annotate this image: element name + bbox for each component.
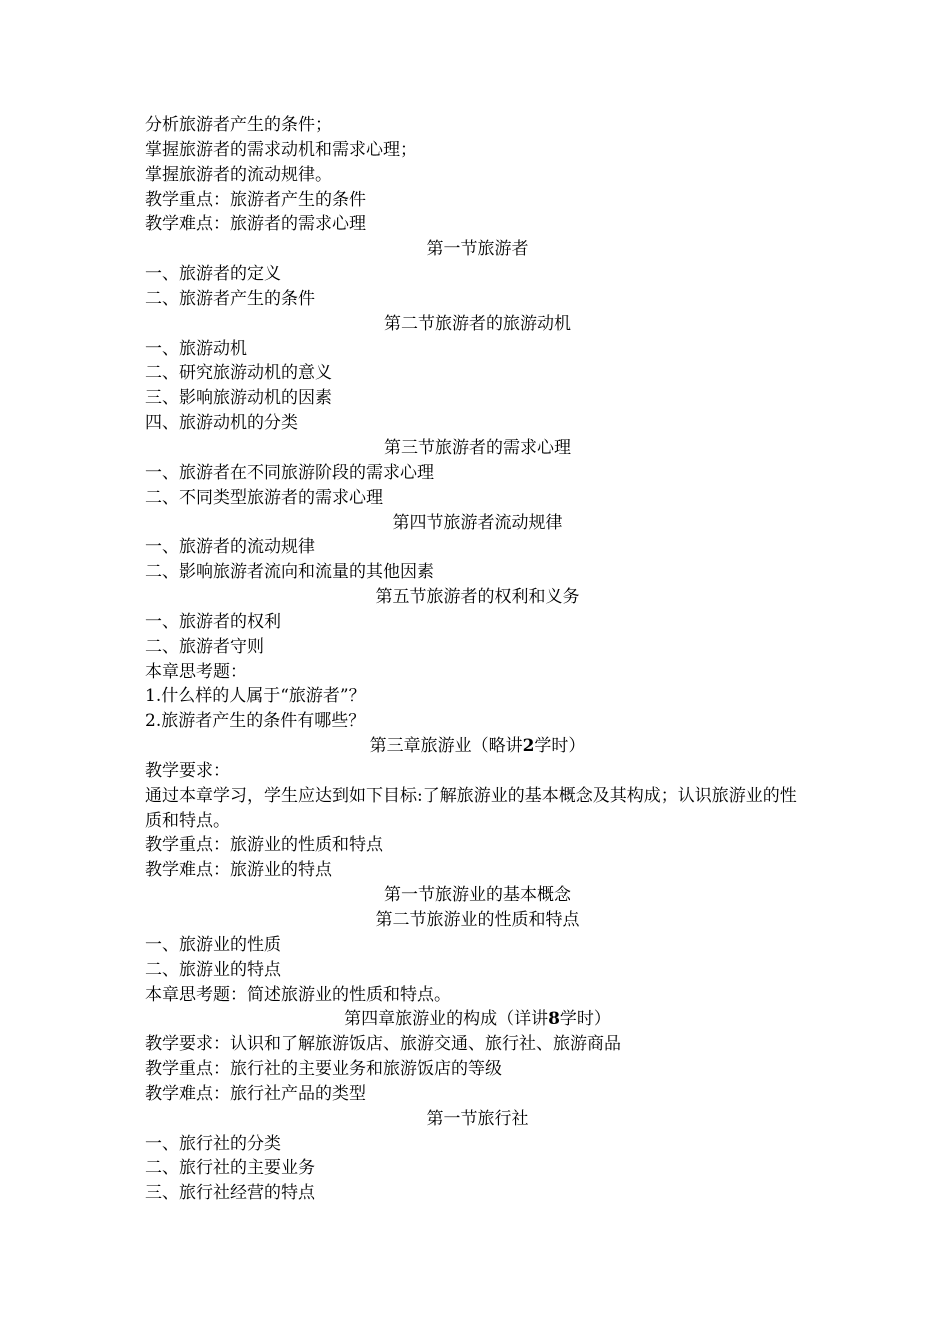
review-question: 1.什么样的人属于“旅游者”？	[145, 686, 366, 707]
chapter-heading	[145, 734, 810, 759]
list-item: 三、旅行社经营的特点	[145, 1183, 315, 1204]
chapter-title: 第四章旅游业的构成（详讲	[344, 1009, 549, 1030]
review-questions-heading: 本章思考题：简述旅游业的性质和特点。	[145, 984, 451, 1005]
list-item: 二、不同类型旅游者的需求心理	[145, 487, 383, 508]
teaching-requirements-label: 教学要求：	[145, 760, 230, 781]
section-heading: 第四节旅游者流动规律	[392, 512, 563, 533]
chapter-heading	[145, 1007, 810, 1032]
list-item: 一、旅游业的性质	[145, 934, 281, 955]
section-heading: 第五节旅游者的权利和义务	[375, 587, 580, 608]
list-item: 二、旅行社的主要业务	[145, 1158, 315, 1179]
teaching-difficulty: 教学难点：旅行社产品的类型	[145, 1083, 366, 1104]
list-item: 一、旅游者在不同旅游阶段的需求心理	[145, 462, 434, 483]
section-heading: 第一节旅行社	[426, 1108, 529, 1129]
list-item: 二、旅游者守则	[145, 636, 264, 657]
section-heading: 第二节旅游业的性质和特点	[375, 910, 580, 930]
list-item: 二、研究旅游动机的意义	[145, 363, 332, 384]
list-item: 二、旅游者产生的条件	[145, 288, 315, 309]
paragraph: 通过本章学习，学生应达到如下目标:了解旅游业的基本概念及其构成；认识旅游业的性质和特点。	[145, 785, 797, 831]
text-line: 掌握旅游者的需求动机和需求心理；	[145, 139, 417, 160]
text-line: 掌握旅游者的流动规律。	[145, 164, 332, 185]
review-questions-heading: 本章思考题：	[145, 661, 247, 682]
list-item: 一、旅游动机	[145, 338, 247, 359]
list-item: 三、影响旅游动机的因素	[145, 388, 332, 409]
section-heading: 第一节旅游业的基本概念	[384, 885, 571, 906]
teaching-focus: 教学重点：旅行社的主要业务和旅游饭店的等级	[145, 1059, 502, 1080]
teaching-difficulty: 教学难点：旅游者的需求心理	[145, 214, 366, 235]
chapter-hours-unit: 学时）	[534, 736, 586, 757]
chapter-hours: 2	[522, 736, 535, 757]
teaching-difficulty: 教学难点：旅游业的特点	[145, 860, 332, 881]
chapter-hours-unit: 学时）	[559, 1009, 611, 1030]
list-item: 四、旅游动机的分类	[145, 413, 298, 434]
list-item: 一、旅游者的流动规律	[145, 537, 315, 558]
text-line: 分析旅游者产生的条件；	[145, 115, 332, 135]
document-page	[145, 113, 810, 1206]
teaching-focus: 教学重点：旅游业的性质和特点	[145, 835, 383, 856]
list-item: 一、旅游者的权利	[145, 611, 281, 632]
teaching-focus: 教学重点：旅游者产生的条件	[145, 189, 366, 210]
teaching-requirements: 教学要求：认识和了解旅游饭店、旅游交通、旅行社、旅游商品	[145, 1034, 621, 1055]
section-heading: 第二节旅游者的旅游动机	[384, 313, 571, 334]
list-item: 二、旅游业的特点	[145, 959, 281, 980]
review-question: 2.旅游者产生的条件有哪些？	[145, 711, 366, 732]
section-heading: 第三节旅游者的需求心理	[384, 437, 571, 458]
list-item: 一、旅游者的定义	[145, 264, 281, 285]
chapter-hours: 8	[548, 1009, 560, 1030]
list-item: 二、影响旅游者流向和流量的其他因素	[145, 562, 434, 583]
chapter-title: 第三章旅游业（略讲	[369, 736, 523, 757]
section-heading: 第一节旅游者	[426, 239, 529, 260]
list-item: 一、旅行社的分类	[145, 1133, 281, 1154]
